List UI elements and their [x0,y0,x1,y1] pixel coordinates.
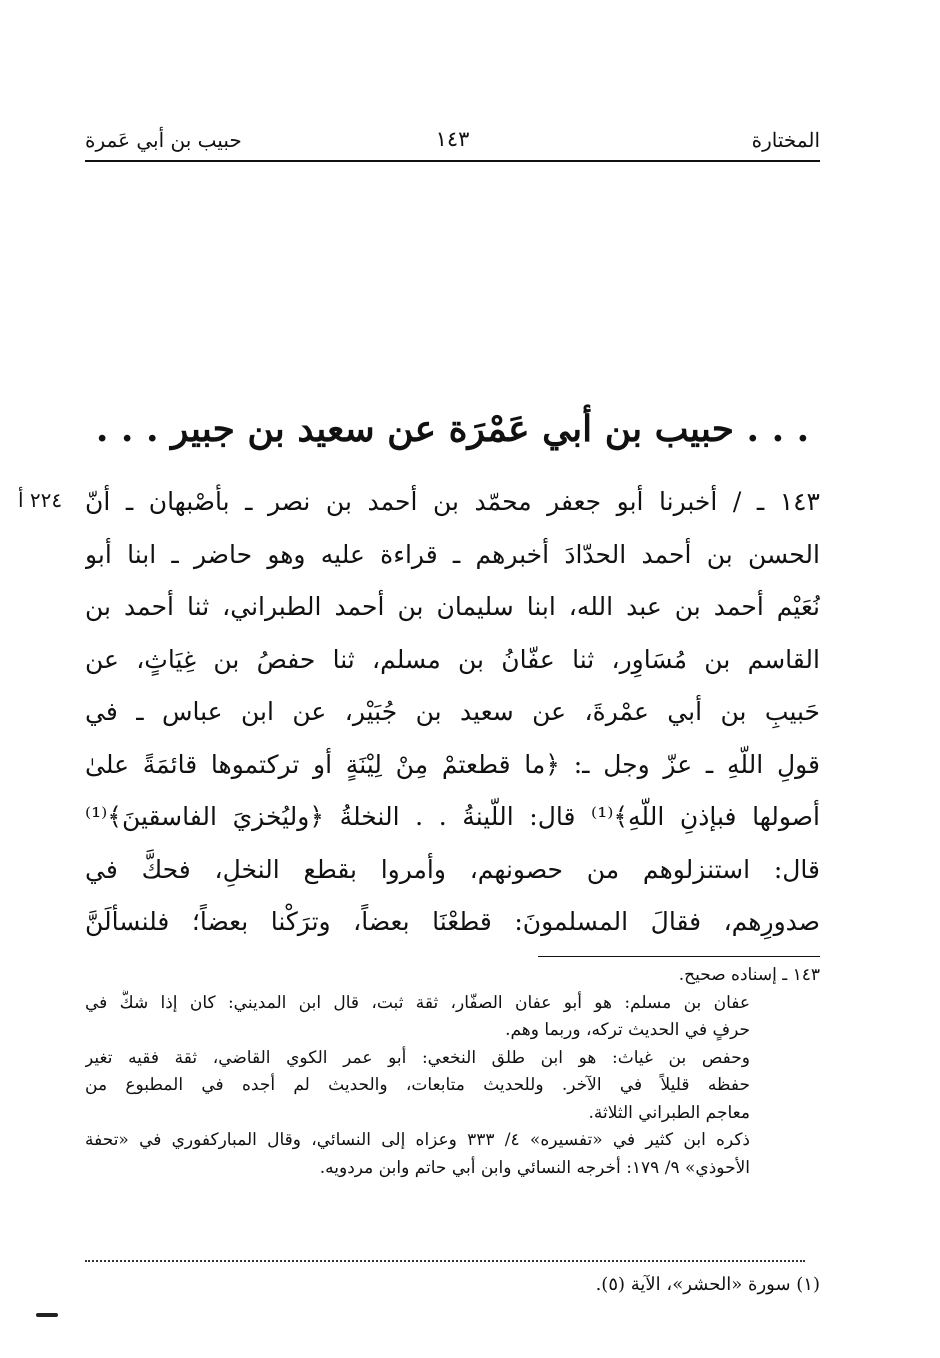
footnote-separator [85,1260,805,1262]
margin-manuscript-folio: ٢٢٤ أ [18,488,63,512]
chapter-title: . . . حبيب بن أبي عَمْرَة عن سعيد بن جبير . . . [95,408,810,450]
note-line: حفظه قليلاً في الآخر. وللحديث متابعات، والحديث لم أجده في المطبوع من [85,1075,750,1095]
note-line: ١٤٣ ـ إسناده صحيح. [678,965,820,985]
ink-blot [36,1313,58,1317]
note-line: معاجم الطبراني الثلاثة. [588,1102,750,1123]
text-line: نُعَيْم أحمد بن عبد الله، ابنا سليمان بن أحمد الطبراني، ثنا أحمد بن [85,592,820,621]
notes-separator [538,956,820,957]
note-line: ذكره ابن كثير في «تفسيره» ٤/ ٣٣٣ وعزاه إلى النسائي، وقال المباركفوري في «تحفة [85,1130,750,1150]
note-line: عفان بن مسلم: هو أبو عفان الصفّار، ثقة ثبت، قال ابن المديني: كان إذا شكَّ في [85,992,750,1013]
header-page-number: ١٤٣ [435,127,470,151]
editor-notes [85,962,820,1182]
text-line: قولِ اللّهِ ـ عزّ وجل ـ: ﴿ما قطعتمْ مِنْ لِيْنَةٍ أو تركتموها قائمَةً علىٰ [85,749,820,779]
text-line: حَبيبِ بن أبي عمْرةَ، عن سعيد بن جُبَيْر، عن ابن عباس ـ في [85,697,820,726]
header-book-title: المختارة [751,128,820,152]
text-line: صدورِهم، فقالَ المسلمونَ: قطعْنَا بعضاً، وترَكْنا بعضاً؛ فلنسألَنَّ [85,907,820,936]
header-chapter-title: حبيب بن أبي عَمرة [85,128,242,152]
note-line: الأحوذي» ٩/ ١٧٩: أخرجه النسائي وابن أبي حاتم وابن مردويه. [319,1157,750,1178]
main-text [85,476,820,949]
text-line: الحسن بن أحمد الحدّادَ أخبرهم ـ قراءة عليه وهو حاضر ـ ابنا أبو [85,539,820,569]
text-line: القاسم بن مُسَاوِر، ثنا عفّانُ بن مسلم، ثنا حفصُ بن غِيَاثٍ، عن [85,644,820,674]
text-line: أصولها فبإذنِ اللّهِ﴾⁽¹⁾ قال: اللّينةُ . . النخلةُ ﴿وليُخزيَ الفاسقينَ﴾⁽¹⁾ [85,802,820,831]
note-line: حرفٍ في الحديث تركه، وربما وهم. [505,1020,750,1040]
text-line: ١٤٣ ـ / أخبرنا أبو جعفر محمّد بن أحمد بن نصر ـ بأصْبهان ـ أنّ [85,487,820,516]
running-header [85,124,820,160]
text-line: قال: استنزلوهم من حصونهم، وأمروا بقطع النخلِ، فحكَّ في [85,854,820,884]
header-rule [85,160,820,162]
note-line: وحفص بن غياث: هو ابن طلق النخعي: أبو عمر الكوي القاضي، ثقة فقيه تغير [85,1047,750,1068]
footnote: (١) سورة «الحشر»، الآية (٥). [595,1274,820,1295]
